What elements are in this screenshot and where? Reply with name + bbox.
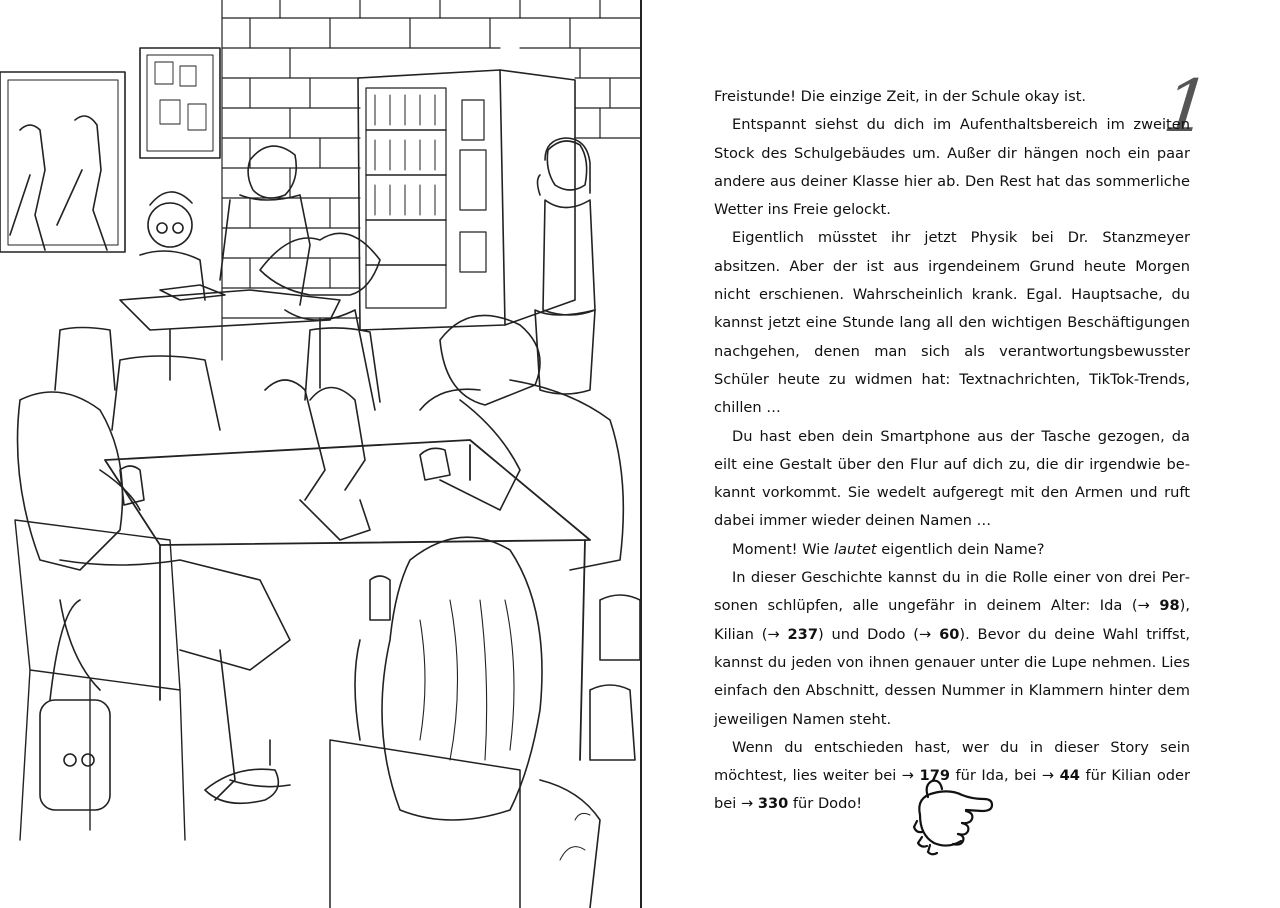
p5-text-a: Moment! Wie xyxy=(732,540,834,558)
arrow-right-icon: → xyxy=(767,625,780,643)
paragraph-1: Freistunde! Die einzige Zeit, in der Schule okay ist. xyxy=(714,88,1087,105)
p7-text-d: für Dodo! xyxy=(788,795,863,813)
goto-ida: 179 xyxy=(919,767,951,785)
arrow-right-icon: → xyxy=(1041,767,1055,785)
ref-dodo: 60 xyxy=(939,625,960,643)
p7-text-a: Wenn du entschieden hast, wer du in dieser Story sein möchtest, lies weiter bei xyxy=(714,738,1190,785)
ref-kilian: 237 xyxy=(787,625,818,643)
p5-text-b: eigentlich dein Name? xyxy=(876,540,1045,558)
p7-text-c: für Kilian oder bei xyxy=(714,767,1190,813)
paragraph-4: Du hast eben dein Smartphone aus der Tasche gezogen, da eilt eine Gestalt über den Flur auf dich zu, die dir irgendwie bekannt vorkommt. Sie wedelt aufgeregt mit den Armen und ruft dabei immer wieder deinen Namen … xyxy=(714,427,1190,530)
p6-text-d: ). Bevor du deine Wahl triffst, kannst du jeden von ihnen genauer unter die Lupe nehmen. Lies einfach den Abschnitt, dessen Nummer in Klammern hinter dem jeweiligen Namen steht. xyxy=(714,625,1191,728)
pointing-hand-icon xyxy=(912,775,996,859)
arrow-right-icon: → xyxy=(740,795,754,813)
chapter-number: 1 xyxy=(1159,64,1215,148)
ref-ida: 98 xyxy=(1159,597,1180,615)
paragraph-6 xyxy=(714,564,1190,734)
p6-text-b: ), Kilian ( xyxy=(714,597,1190,643)
p6-text-a: In dieser Geschichte kannst du in die Rolle einer von drei Personen schlüpfen, alle ungefähr in deinem Alter: Ida ( xyxy=(714,569,1190,615)
paragraph-3: Eigentlich müsstet ihr jetzt Physik bei Dr. Stanzmeyer absitzen. Aber der ist aus irgendeinem Grund heute Morgen nicht erschienen. Wahrscheinlich krank. Egal. Hauptsache, du kannst jetzt eine Stunde lang all den wichtigen Beschäftigungen nachgehen, denen man sich als verantwortungsbewusster Schüler heute zu widmen hat: Textnachrichten, TikTok-Trends, chillen … xyxy=(714,229,1190,417)
p6-text-c: ) und Dodo ( xyxy=(818,625,919,643)
arrow-right-icon: → xyxy=(919,625,932,643)
p7-text-b: für Ida, bei xyxy=(950,767,1042,785)
paragraph-2 xyxy=(714,111,1190,224)
arrow-right-icon: → xyxy=(901,767,915,785)
paragraph-2-text: Entspannt siehst du dich im Aufenthaltsbereich im zweiten Stock des Schulgebäudes um. Außer dir hängen noch ein paar andere aus deiner Klasse hier ab. Den Rest hat das sommerliche Wetter ins Freie gelockt. xyxy=(714,116,1190,219)
arrow-right-icon: → xyxy=(1137,597,1150,615)
chapter-text xyxy=(714,83,1190,819)
p5-emphasis: lautet xyxy=(833,540,877,558)
goto-kilian: 44 xyxy=(1059,767,1080,785)
goto-dodo: 330 xyxy=(757,795,789,813)
text-page xyxy=(642,0,1280,908)
paragraph-5 xyxy=(714,536,1190,564)
